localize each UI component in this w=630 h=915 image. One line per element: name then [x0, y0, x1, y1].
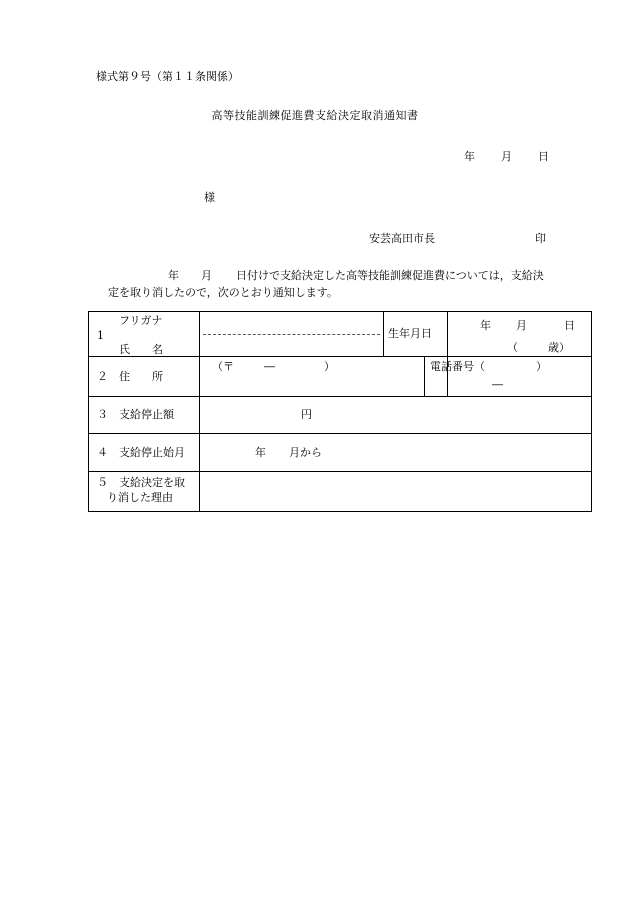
birth-date-label: 生年月日 — [388, 327, 432, 340]
row-name — [89, 312, 592, 357]
stop-start-label-cell — [89, 434, 200, 472]
birth-month-label: 月 — [516, 319, 527, 332]
body-text-line-2: 定を取り消したので，次のとおり通知します。 — [108, 286, 338, 299]
row-reason — [89, 472, 592, 512]
stop-start-label: ４ 支給停止始月 — [97, 446, 185, 459]
date-day-label: 日 — [538, 150, 549, 163]
row-stop-amount — [89, 397, 592, 434]
furigana-label: フリガナ — [119, 314, 163, 327]
address-input-cell[interactable] — [200, 357, 547, 397]
stop-start-month: 月から — [289, 446, 322, 459]
name-input-cell[interactable] — [200, 312, 384, 357]
reason-label-line-2: り消した理由 — [107, 491, 173, 504]
furigana-divider — [203, 334, 380, 335]
postal-open: （〒 — [212, 360, 234, 373]
stop-amount-label-cell — [89, 397, 200, 434]
addressee-suffix: 様 — [204, 191, 215, 204]
address-label: ２ 住 所 — [97, 370, 163, 383]
age-open-paren: （ — [507, 341, 518, 354]
name-label: 氏 名 — [119, 343, 163, 356]
reason-label-cell — [89, 472, 200, 512]
form-number: 様式第９号（第１１条関係） — [96, 70, 239, 83]
body-year-label: 年 — [168, 269, 179, 282]
reason-input-cell[interactable] — [200, 472, 592, 512]
stop-amount-label: ３ 支給停止額 — [97, 408, 174, 421]
phone-label: 電話番号（ — [430, 360, 485, 373]
postal-close: ） — [324, 360, 335, 373]
document-title: 高等技能訓練促進費支給決定取消通知書 — [211, 109, 419, 122]
birth-year-label: 年 — [480, 319, 491, 332]
phone-dash: ― — [492, 378, 503, 391]
seal-mark: 印 — [535, 232, 546, 245]
stop-start-year: 年 — [255, 446, 266, 459]
info-table — [88, 311, 592, 512]
stop-start-input-cell[interactable] — [200, 434, 592, 472]
address-phone-divider — [424, 357, 425, 396]
body-month-label: 月 — [201, 269, 212, 282]
age-label: 歳） — [548, 341, 570, 354]
yen-unit: 円 — [301, 408, 312, 421]
issuer-name: 安芸高田市長 — [369, 232, 435, 245]
birth-label-cell — [384, 312, 448, 357]
birth-date-cell[interactable] — [448, 312, 592, 357]
issue-date — [464, 150, 549, 163]
postal-dash: ― — [264, 360, 275, 373]
body-line1-text: 日付けで支給決定した高等技能訓練促進費については，支給決 — [236, 269, 544, 282]
row-stop-start — [89, 434, 592, 472]
phone-input-cell[interactable] — [448, 357, 592, 397]
row-number-1: 1 — [97, 329, 104, 342]
address-label-cell — [89, 357, 200, 397]
date-month-label: 月 — [501, 150, 512, 163]
phone-close: ） — [536, 360, 547, 373]
stop-amount-input-cell[interactable] — [200, 397, 592, 434]
birth-day-label: 日 — [564, 319, 575, 332]
name-label-cell — [89, 312, 200, 357]
row-address — [89, 357, 592, 397]
reason-label-line-1: ５ 支給決定を取 — [97, 476, 185, 489]
body-text-line-1 — [168, 269, 544, 282]
date-year-label: 年 — [464, 150, 475, 163]
